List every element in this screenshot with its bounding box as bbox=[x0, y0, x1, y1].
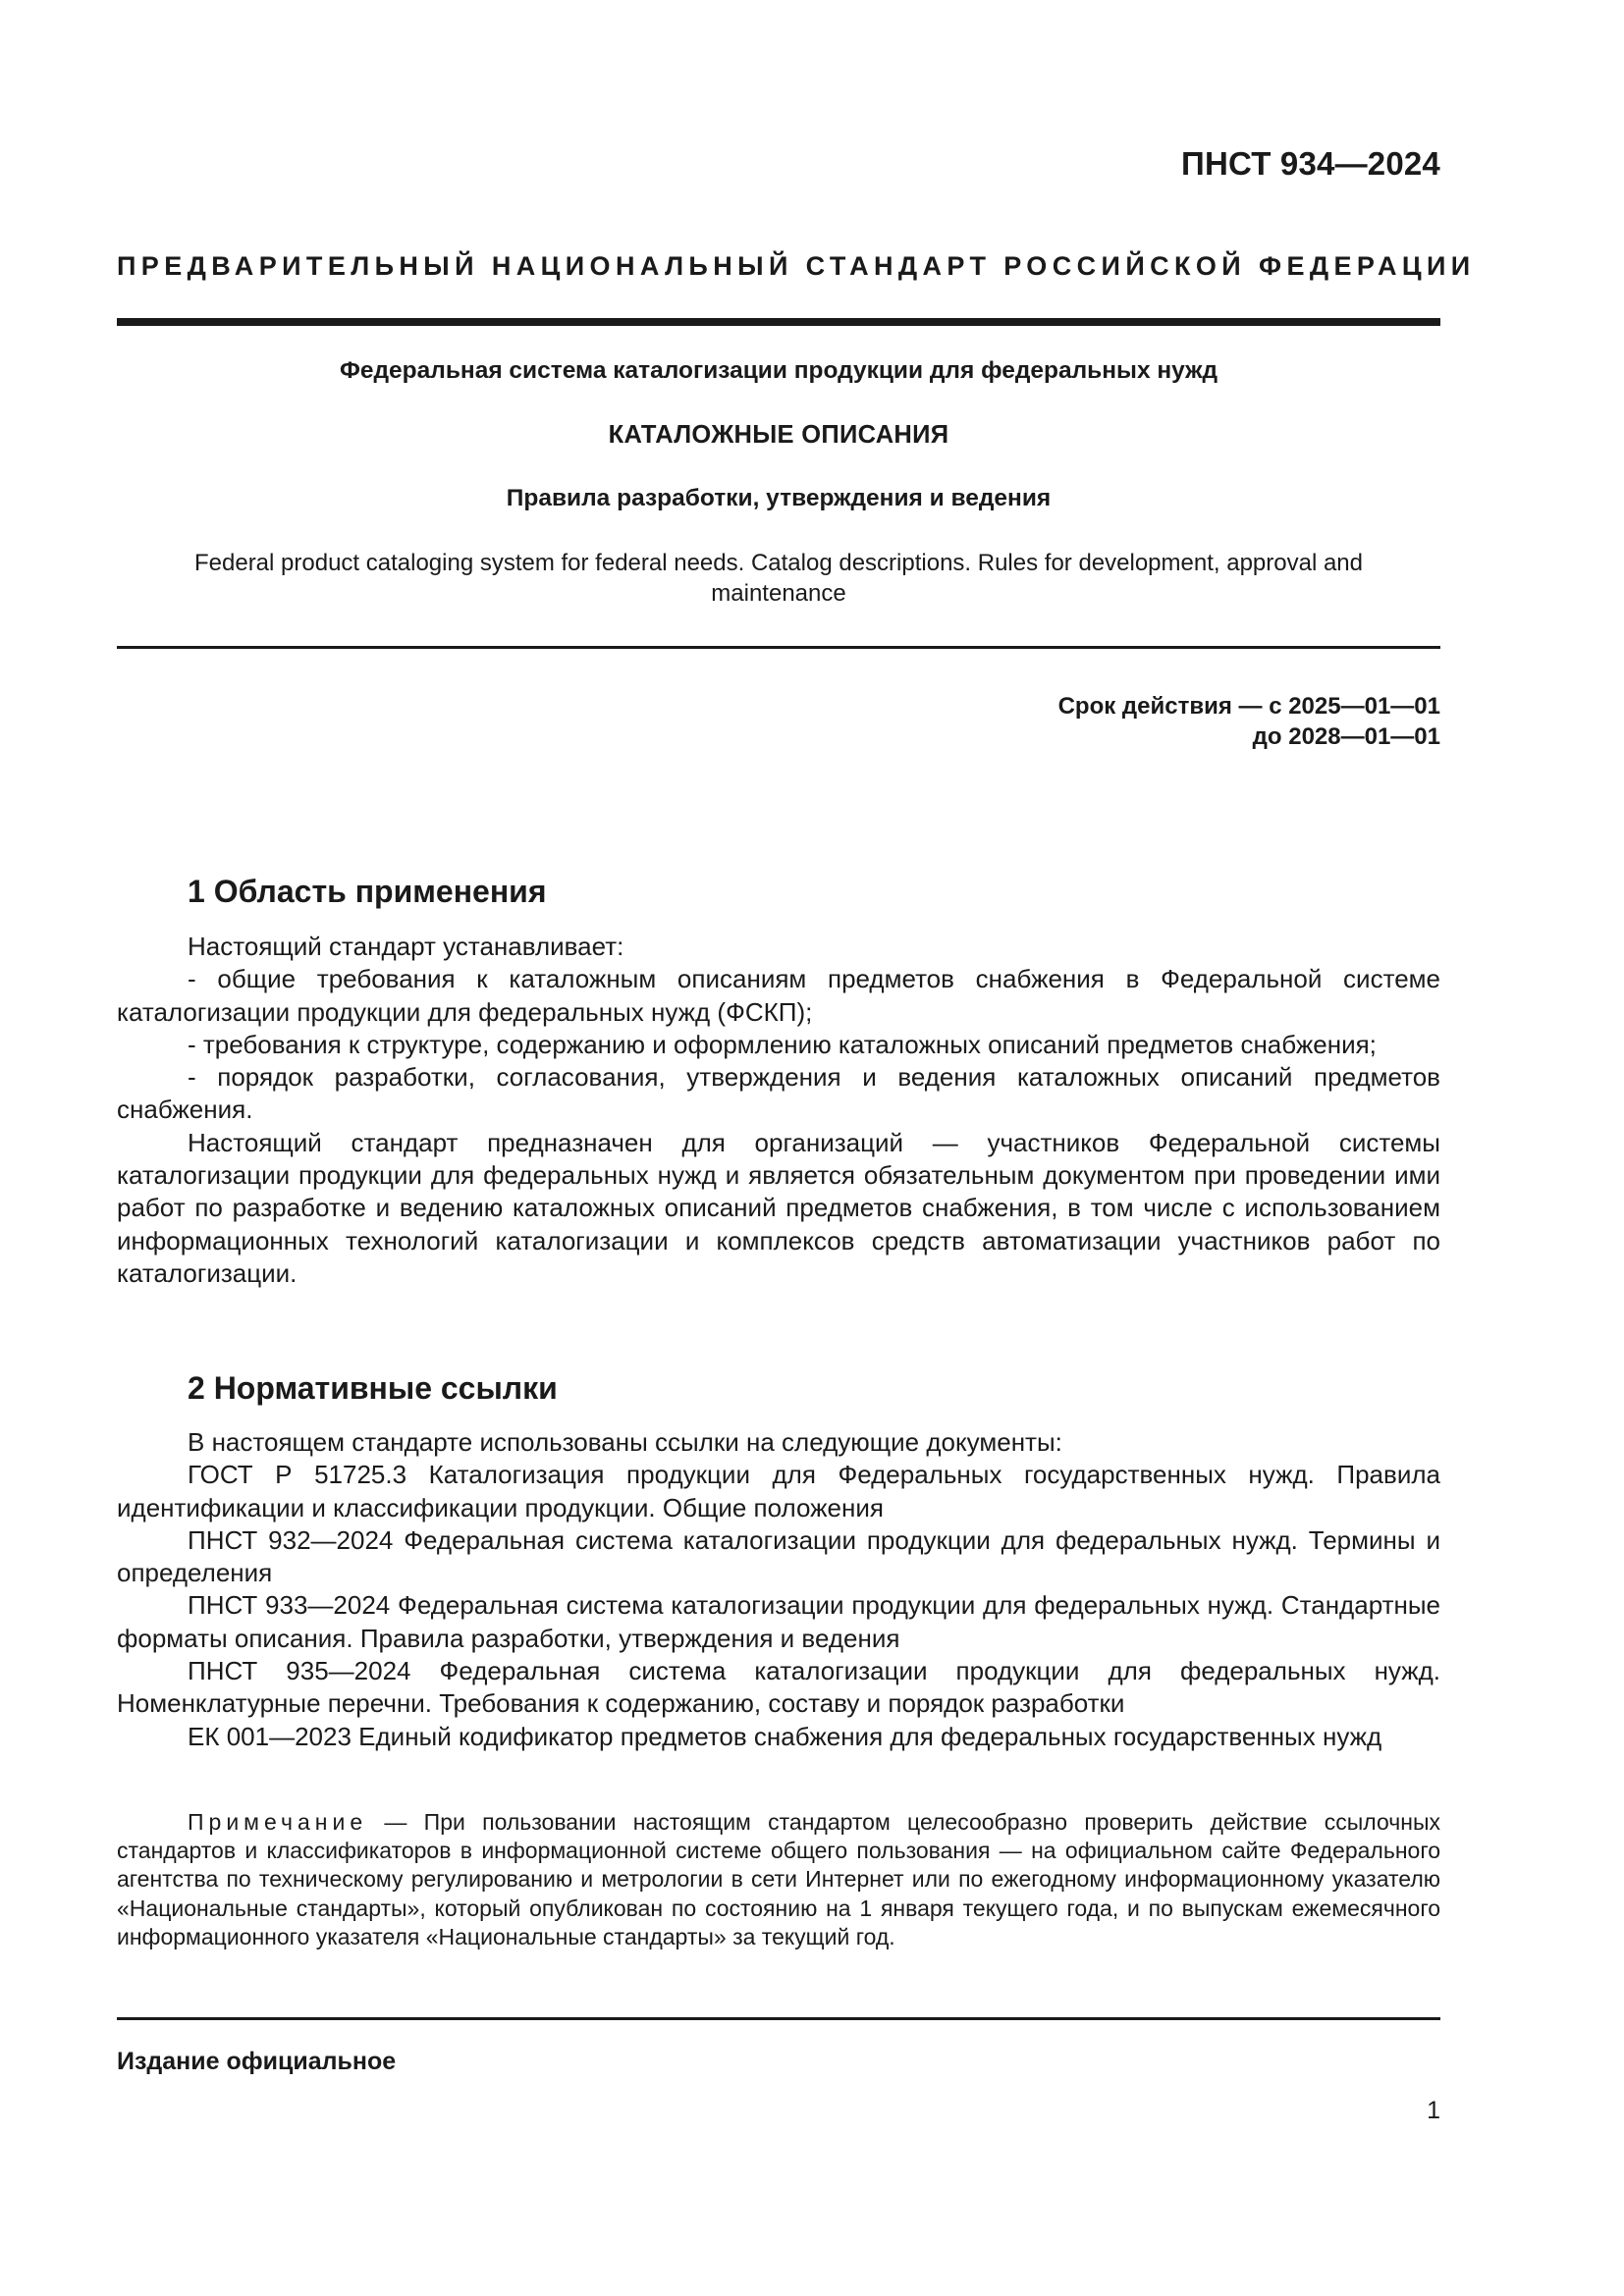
main-title: КАТАЛОЖНЫЕ ОПИСАНИЯ bbox=[608, 421, 949, 449]
reference-item: ПНСТ 935—2024 Федеральная система каталогизации продукции для федеральных нужд. Номенклатурные перечни. Требования к содержанию, составу и порядок разработки bbox=[117, 1656, 1440, 1719]
list-item: - общие требования к каталожным описаниям предметов снабжения в Федеральной системе каталогизации продукции для федеральных нужд (ФСКП); bbox=[117, 964, 1440, 1027]
reference-item: ЕК 001—2023 Единый кодификатор предметов снабжения для федеральных государственных нужд bbox=[188, 1721, 1382, 1751]
paragraph: Настоящий стандарт предназначен для организаций — участников Федеральной системы каталогизации продукции для федеральных нужд и является обязательным документом при проведении ими работ по разработке и ведению каталожных описаний предметов снабжения, в том числе с использованием информационных технологий каталогизации и комплексов средств автоматизации участников работ по каталогизации. bbox=[117, 1127, 1440, 1288]
section-1-heading: 1 Область применения bbox=[188, 874, 547, 909]
note-text: — При пользовании настоящим стандартом целесообразно проверить действие ссылочных стандартов и классификаторов в информационной системе общего пользования — на официальном сайте Федерального агентства по техническому регулированию и метрологии в сети Интернет или по ежегодному информационному указателю «Национальные стандарты», который опубликован по состоянию на 1 января текущего года, и по выпускам ежемесячного информационного указателя «Национальные стандарты» за текущий год. bbox=[117, 1809, 1440, 1949]
section-2-body bbox=[117, 1426, 1440, 1753]
system-title: Федеральная система каталогизации продукции для федеральных нужд bbox=[339, 357, 1218, 384]
document-page bbox=[117, 0, 1476, 2296]
reference-item: ГОСТ Р 51725.3 Каталогизация продукции для Федеральных государственных нужд. Правила идентификации и классификации продукции. Общие положения bbox=[117, 1460, 1440, 1522]
subtitle: Правила разработки, утверждения и ведения bbox=[506, 485, 1052, 511]
section-2-heading: 2 Нормативные ссылки bbox=[188, 1370, 558, 1406]
validity-period bbox=[1058, 691, 1440, 752]
reference-item: ПНСТ 933—2024 Федеральная система каталогизации продукции для федеральных нужд. Стандартные форматы описания. Правила разработки, утверждения и ведения bbox=[117, 1590, 1440, 1653]
standard-type-banner: ПРЕДВАРИТЕЛЬНЫЙ НАЦИОНАЛЬНЫЙ СТАНДАРТ РОССИЙСКОЙ ФЕДЕРАЦИИ bbox=[117, 251, 1476, 281]
reference-item: ПНСТ 932—2024 Федеральная система каталогизации продукции для федеральных нужд. Термины и определения bbox=[117, 1524, 1440, 1588]
section-1-body bbox=[117, 931, 1440, 1290]
validity-from: Срок действия — с 2025—01—01 bbox=[1057, 693, 1440, 720]
paragraph: В настоящем стандарте использованы ссылки на следующие документы: bbox=[188, 1427, 1062, 1457]
note bbox=[117, 1808, 1440, 1951]
page-number: 1 bbox=[1427, 2097, 1440, 2124]
footer-divider bbox=[117, 2017, 1440, 2020]
official-edition-label: Издание официальное bbox=[117, 2048, 397, 2075]
validity-to: до 2028—01—01 bbox=[1252, 723, 1440, 750]
document-number: ПНСТ 934—2024 bbox=[1181, 145, 1440, 182]
list-item: - порядок разработки, согласования, утверждения и ведения каталожных описаний предметов снабжения. bbox=[117, 1062, 1440, 1125]
list-item: - требования к структуре, содержанию и оформлению каталожных описаний предметов снабжения; bbox=[188, 1029, 1377, 1059]
note-label: Примечание bbox=[188, 1809, 368, 1835]
header-divider bbox=[117, 318, 1440, 326]
title-divider bbox=[117, 646, 1440, 649]
english-title: Federal product cataloging system for federal needs. Catalog descriptions. Rules for development, approval and maintenance bbox=[193, 550, 1363, 607]
paragraph: Настоящий стандарт устанавливает: bbox=[188, 932, 624, 961]
